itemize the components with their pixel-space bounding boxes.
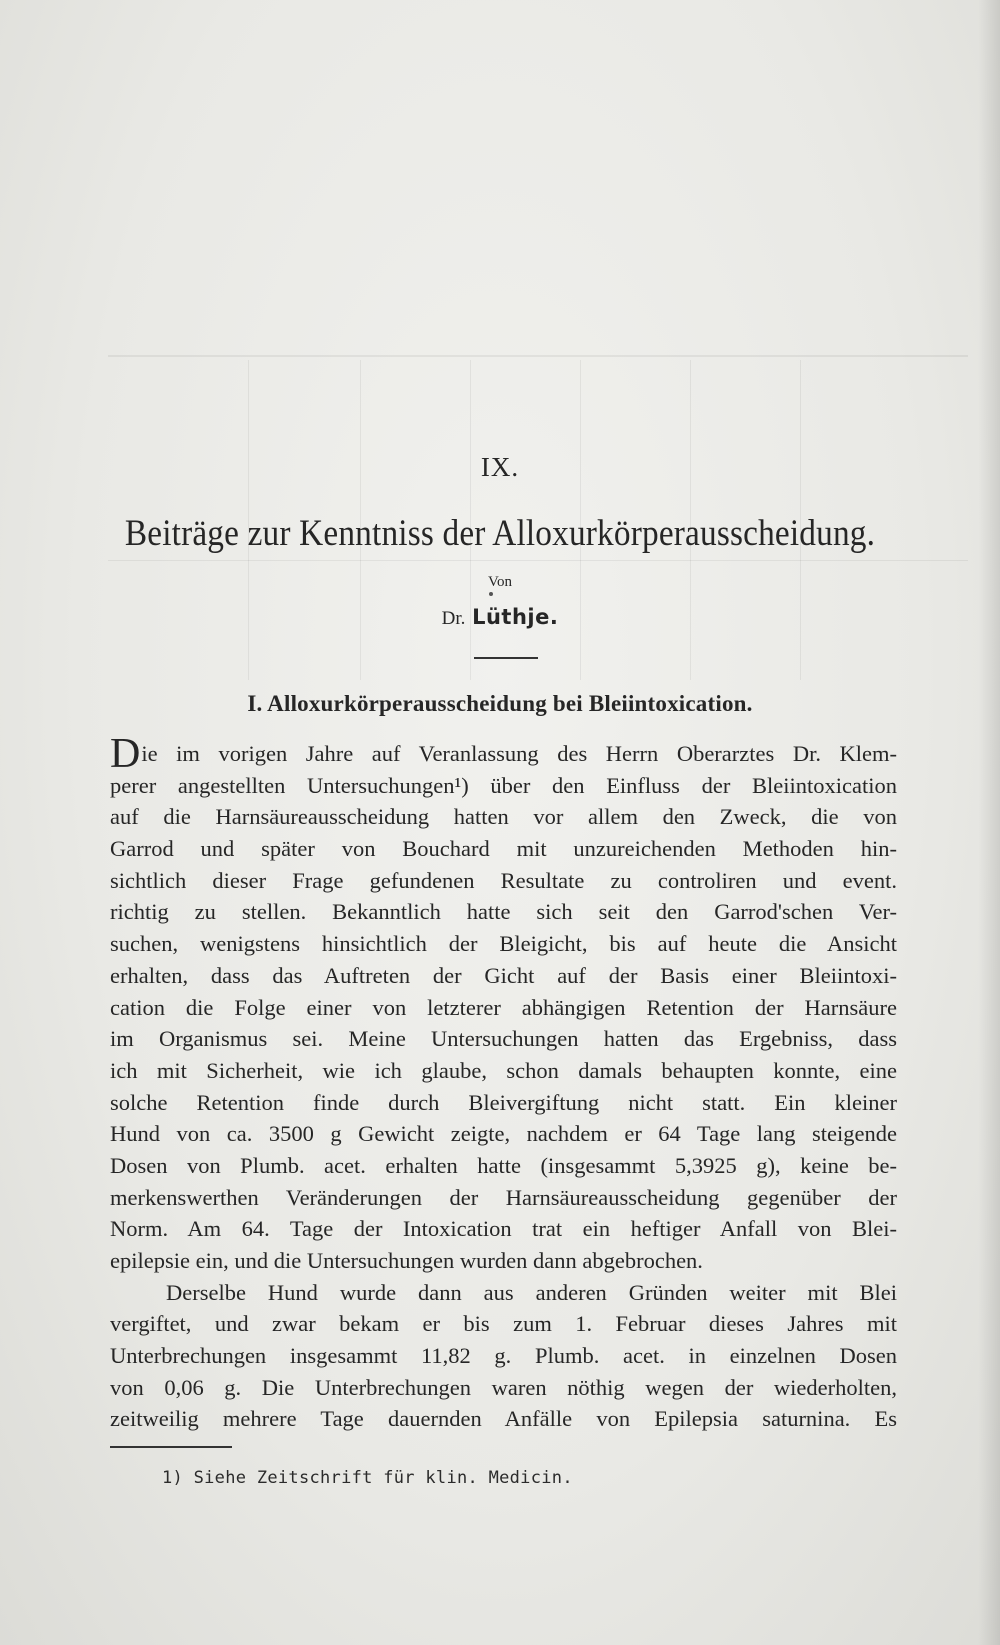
text-line: Garrod und später von Bouchard mit unzureichenden Methoden hin-	[110, 836, 897, 862]
title-divider	[474, 657, 538, 659]
ghost-rule	[108, 355, 968, 357]
text-line: Derselbe Hund wurde dann aus anderen Gründen weiter mit Blei	[166, 1279, 897, 1305]
page-edge-shadow	[978, 0, 1000, 1645]
text-line	[110, 738, 897, 770]
ink-speck	[489, 592, 493, 596]
text-line-rest: ie im vorigen Jahre auf Veranlassung des Herrn Oberarztes Dr. Klem-	[141, 741, 897, 766]
text-line: sichtlich dieser Frage gefundenen Resultate zu controliren und event.	[110, 867, 897, 893]
section-heading: I. Alloxurkörperausscheidung bei Bleiintoxication.	[247, 691, 753, 716]
text-line: Unterbrechungen insgesammt 11,82 g. Plumb. acet. in einzelnen Dosen	[110, 1343, 897, 1369]
chapter-number: IX.	[480, 452, 520, 482]
author-prefix: Dr.	[441, 608, 466, 629]
author-name: Lüthje.	[472, 605, 559, 629]
text-line: zeitweilig mehrere Tage dauernden Anfälle von Epilepsia saturnina. Es	[110, 1406, 897, 1432]
text-line: Dosen von Plumb. acet. erhalten hatte (insgesammt 5,3925 g), keine be-	[110, 1152, 897, 1178]
text-line: epilepsie ein, und die Untersuchungen wurden dann abgebrochen.	[110, 1248, 703, 1273]
text-line: cation die Folge einer von letzterer abhängigen Retention der Harnsäure	[110, 994, 897, 1020]
text-line: von 0,06 g. Die Unterbrechungen waren nöthig wegen der wiederholten,	[110, 1374, 897, 1400]
footnote-divider	[110, 1446, 232, 1448]
text-line: Norm. Am 64. Tage der Intoxication trat ein heftiger Anfall von Blei-	[110, 1216, 897, 1242]
text-line: auf die Harnsäureausscheidung hatten vor allem den Zweck, die von	[110, 804, 897, 830]
text-line: solche Retention finde durch Bleivergiftung nicht statt. Ein kleiner	[110, 1089, 897, 1115]
bleed-through-shadow	[0, 0, 1000, 700]
author-line	[0, 605, 1000, 630]
ghost-rule	[108, 560, 968, 561]
text-line: erhalten, dass das Auftreten der Gicht auf der Basis einer Bleiintoxi-	[110, 962, 897, 988]
text-line: suchen, wenigstens hinsichtlich der Bleigicht, bis auf heute die Ansicht	[110, 931, 897, 957]
text-line: im Organismus sei. Meine Untersuchungen hatten das Ergebniss, dass	[110, 1026, 897, 1052]
article-title: Beiträge zur Kenntniss der Alloxurkörperausscheidung.	[124, 513, 876, 554]
text-line: merkenswerthen Veränderungen der Harnsäureausscheidung gegenüber der	[110, 1184, 897, 1210]
text-line: vergiftet, und zwar bekam er bis zum 1. Februar dieses Jahres mit	[110, 1311, 897, 1337]
footnote: 1) Siehe Zeitschrift für klin. Medicin.	[162, 1468, 573, 1488]
text-line: ich mit Sicherheit, wie ich glaube, schon damals behaupten konnte, eine	[110, 1057, 897, 1083]
drop-cap: D	[110, 738, 141, 770]
text-line: Hund von ca. 3500 g Gewicht zeigte, nachdem er 64 Tage lang steigende	[110, 1121, 897, 1147]
byline-von: Von	[488, 574, 512, 590]
text-line: richtig zu stellen. Bekanntlich hatte sich seit den Garrod'schen Ver-	[110, 899, 897, 925]
body-text	[110, 738, 897, 1435]
text-line: perer angestellten Untersuchungen¹) über den Einfluss der Bleiintoxication	[110, 772, 897, 798]
